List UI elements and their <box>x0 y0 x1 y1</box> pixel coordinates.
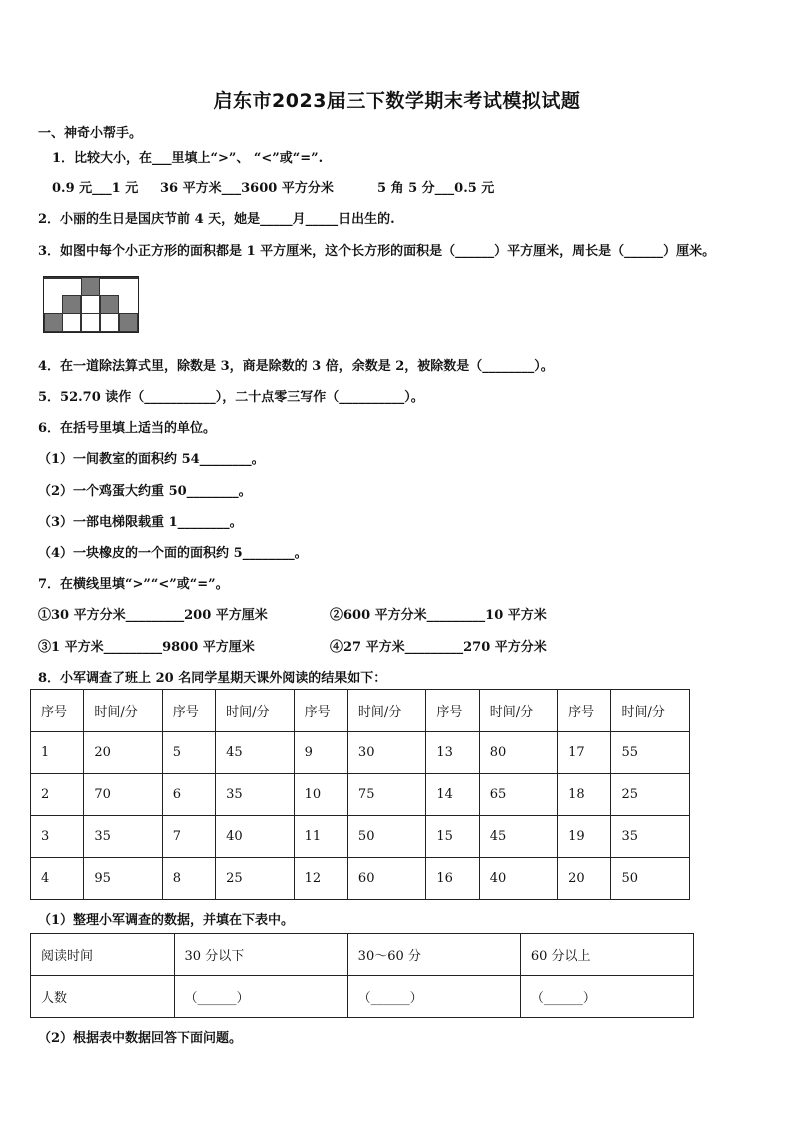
answer-blank: （______） <box>347 976 520 1018</box>
table-cell: 6 <box>162 774 215 816</box>
q7-item: ④27 平方米_________270 平方分米 <box>330 640 547 655</box>
table-cell: 18 <box>558 774 611 816</box>
table-cell: 1 <box>31 732 84 774</box>
table-cell: 17 <box>558 732 611 774</box>
q7-item: ②600 平方分米_________10 平方米 <box>330 608 547 623</box>
question-8: 8．小军调查了班上 20 名同学星期天课外阅读的结果如下： <box>38 671 387 686</box>
table-cell: 50 <box>347 816 425 858</box>
table-cell: 7 <box>162 816 215 858</box>
q6-item: （3）一部电梯限载重 1________。 <box>38 515 243 530</box>
table-cell: 45 <box>479 816 557 858</box>
table-cell: 9 <box>294 732 347 774</box>
q7-item: ①30 平方分米_________200 平方厘米 <box>38 608 268 623</box>
table-cell: 12 <box>294 858 347 900</box>
table-cell: 3 <box>31 816 84 858</box>
q1-item: 0.9 元___1 元 <box>52 181 139 196</box>
header-cell: 时间/分 <box>611 690 690 732</box>
header-cell: 时间/分 <box>84 690 162 732</box>
header-cell: 序号 <box>558 690 611 732</box>
reading-data-table <box>30 689 690 900</box>
question-7: 7．在横线里填“>”“<”或“=”。 <box>38 577 229 592</box>
table-cell: 10 <box>294 774 347 816</box>
table-cell: 16 <box>426 858 479 900</box>
table-row <box>31 976 694 1018</box>
question-4: 4．在一道除法算式里，除数是 3，商是除数的 3 倍，余数是 2，被除数是（________）。 <box>38 359 554 374</box>
q7-item: ③1 平方米_________9800 平方厘米 <box>38 640 255 655</box>
header-cell: 60 分以上 <box>520 934 693 976</box>
table-cell: 80 <box>479 732 557 774</box>
table-cell: 95 <box>84 858 162 900</box>
table-row <box>31 774 690 816</box>
header-cell: 时间/分 <box>216 690 294 732</box>
table-cell: 35 <box>216 774 294 816</box>
page-title: 启东市2023届三下数学期末考试模拟试题 <box>213 90 581 112</box>
table-cell: 70 <box>84 774 162 816</box>
table-cell: 5 <box>162 732 215 774</box>
q6-item: （1）一间教室的面积约 54________。 <box>38 452 265 467</box>
table-cell: 35 <box>84 816 162 858</box>
table-cell: 40 <box>479 858 557 900</box>
table-cell: 65 <box>479 774 557 816</box>
table-cell: 55 <box>611 732 690 774</box>
q6-item: （4）一块橡皮的一个面的面积约 5________。 <box>38 546 308 561</box>
table-cell: 人数 <box>31 976 175 1018</box>
table-cell: 75 <box>347 774 425 816</box>
table-cell: 45 <box>216 732 294 774</box>
header-cell: 阅读时间 <box>31 934 175 976</box>
answer-blank: （______） <box>520 976 693 1018</box>
header-cell: 序号 <box>294 690 347 732</box>
table-cell: 25 <box>611 774 690 816</box>
header-cell: 序号 <box>426 690 479 732</box>
table-cell: 35 <box>611 816 690 858</box>
table-row <box>31 858 690 900</box>
reading-summary-table <box>30 933 694 1018</box>
header-cell: 序号 <box>162 690 215 732</box>
question-2: 2．小丽的生日是国庆节前 4 天，她是_____月_____日出生的. <box>38 212 395 227</box>
table-cell: 25 <box>216 858 294 900</box>
question-1: 1．比较大小，在___里填上“>”、 “<”或“=”. <box>52 151 324 166</box>
table-cell: 20 <box>84 732 162 774</box>
table-row <box>31 732 690 774</box>
table-cell: 50 <box>611 858 690 900</box>
section-heading: 一、神奇小帮手。 <box>38 126 143 141</box>
q1-item: 5 角 5 分___0.5 元 <box>377 181 495 196</box>
table-header-row <box>31 690 690 732</box>
question-5: 5．52.70 读作（___________），二十点零三写作（__________）。 <box>38 390 424 405</box>
table-cell: 14 <box>426 774 479 816</box>
square-grid-figure <box>43 276 139 333</box>
question-3: 3．如图中每个小正方形的面积都是 1 平方厘米，这个长方形的面积是（______）平方厘米，周长是（______）厘米。 <box>38 244 716 259</box>
answer-blank: （______） <box>174 976 347 1018</box>
q1-item: 36 平方米___3600 平方分米 <box>160 181 334 196</box>
header-cell: 序号 <box>31 690 84 732</box>
table-header-row <box>31 934 694 976</box>
table-cell: 11 <box>294 816 347 858</box>
table-cell: 2 <box>31 774 84 816</box>
table-cell: 13 <box>426 732 479 774</box>
table-cell: 4 <box>31 858 84 900</box>
table-row <box>31 816 690 858</box>
header-cell: 时间/分 <box>347 690 425 732</box>
header-cell: 30 分以下 <box>174 934 347 976</box>
q8-sub-question-2: （2）根据表中数据回答下面问题。 <box>38 1031 243 1046</box>
question-6: 6．在括号里填上适当的单位。 <box>38 421 217 436</box>
header-cell: 30～60 分 <box>347 934 520 976</box>
q8-sub-question-1: （1）整理小军调查的数据，并填在下表中。 <box>38 913 295 928</box>
header-cell: 时间/分 <box>479 690 557 732</box>
q6-item: （2）一个鸡蛋大约重 50________。 <box>38 484 252 499</box>
table-cell: 8 <box>162 858 215 900</box>
table-cell: 40 <box>216 816 294 858</box>
table-cell: 30 <box>347 732 425 774</box>
table-cell: 20 <box>558 858 611 900</box>
table-cell: 15 <box>426 816 479 858</box>
table-cell: 19 <box>558 816 611 858</box>
table-cell: 60 <box>347 858 425 900</box>
